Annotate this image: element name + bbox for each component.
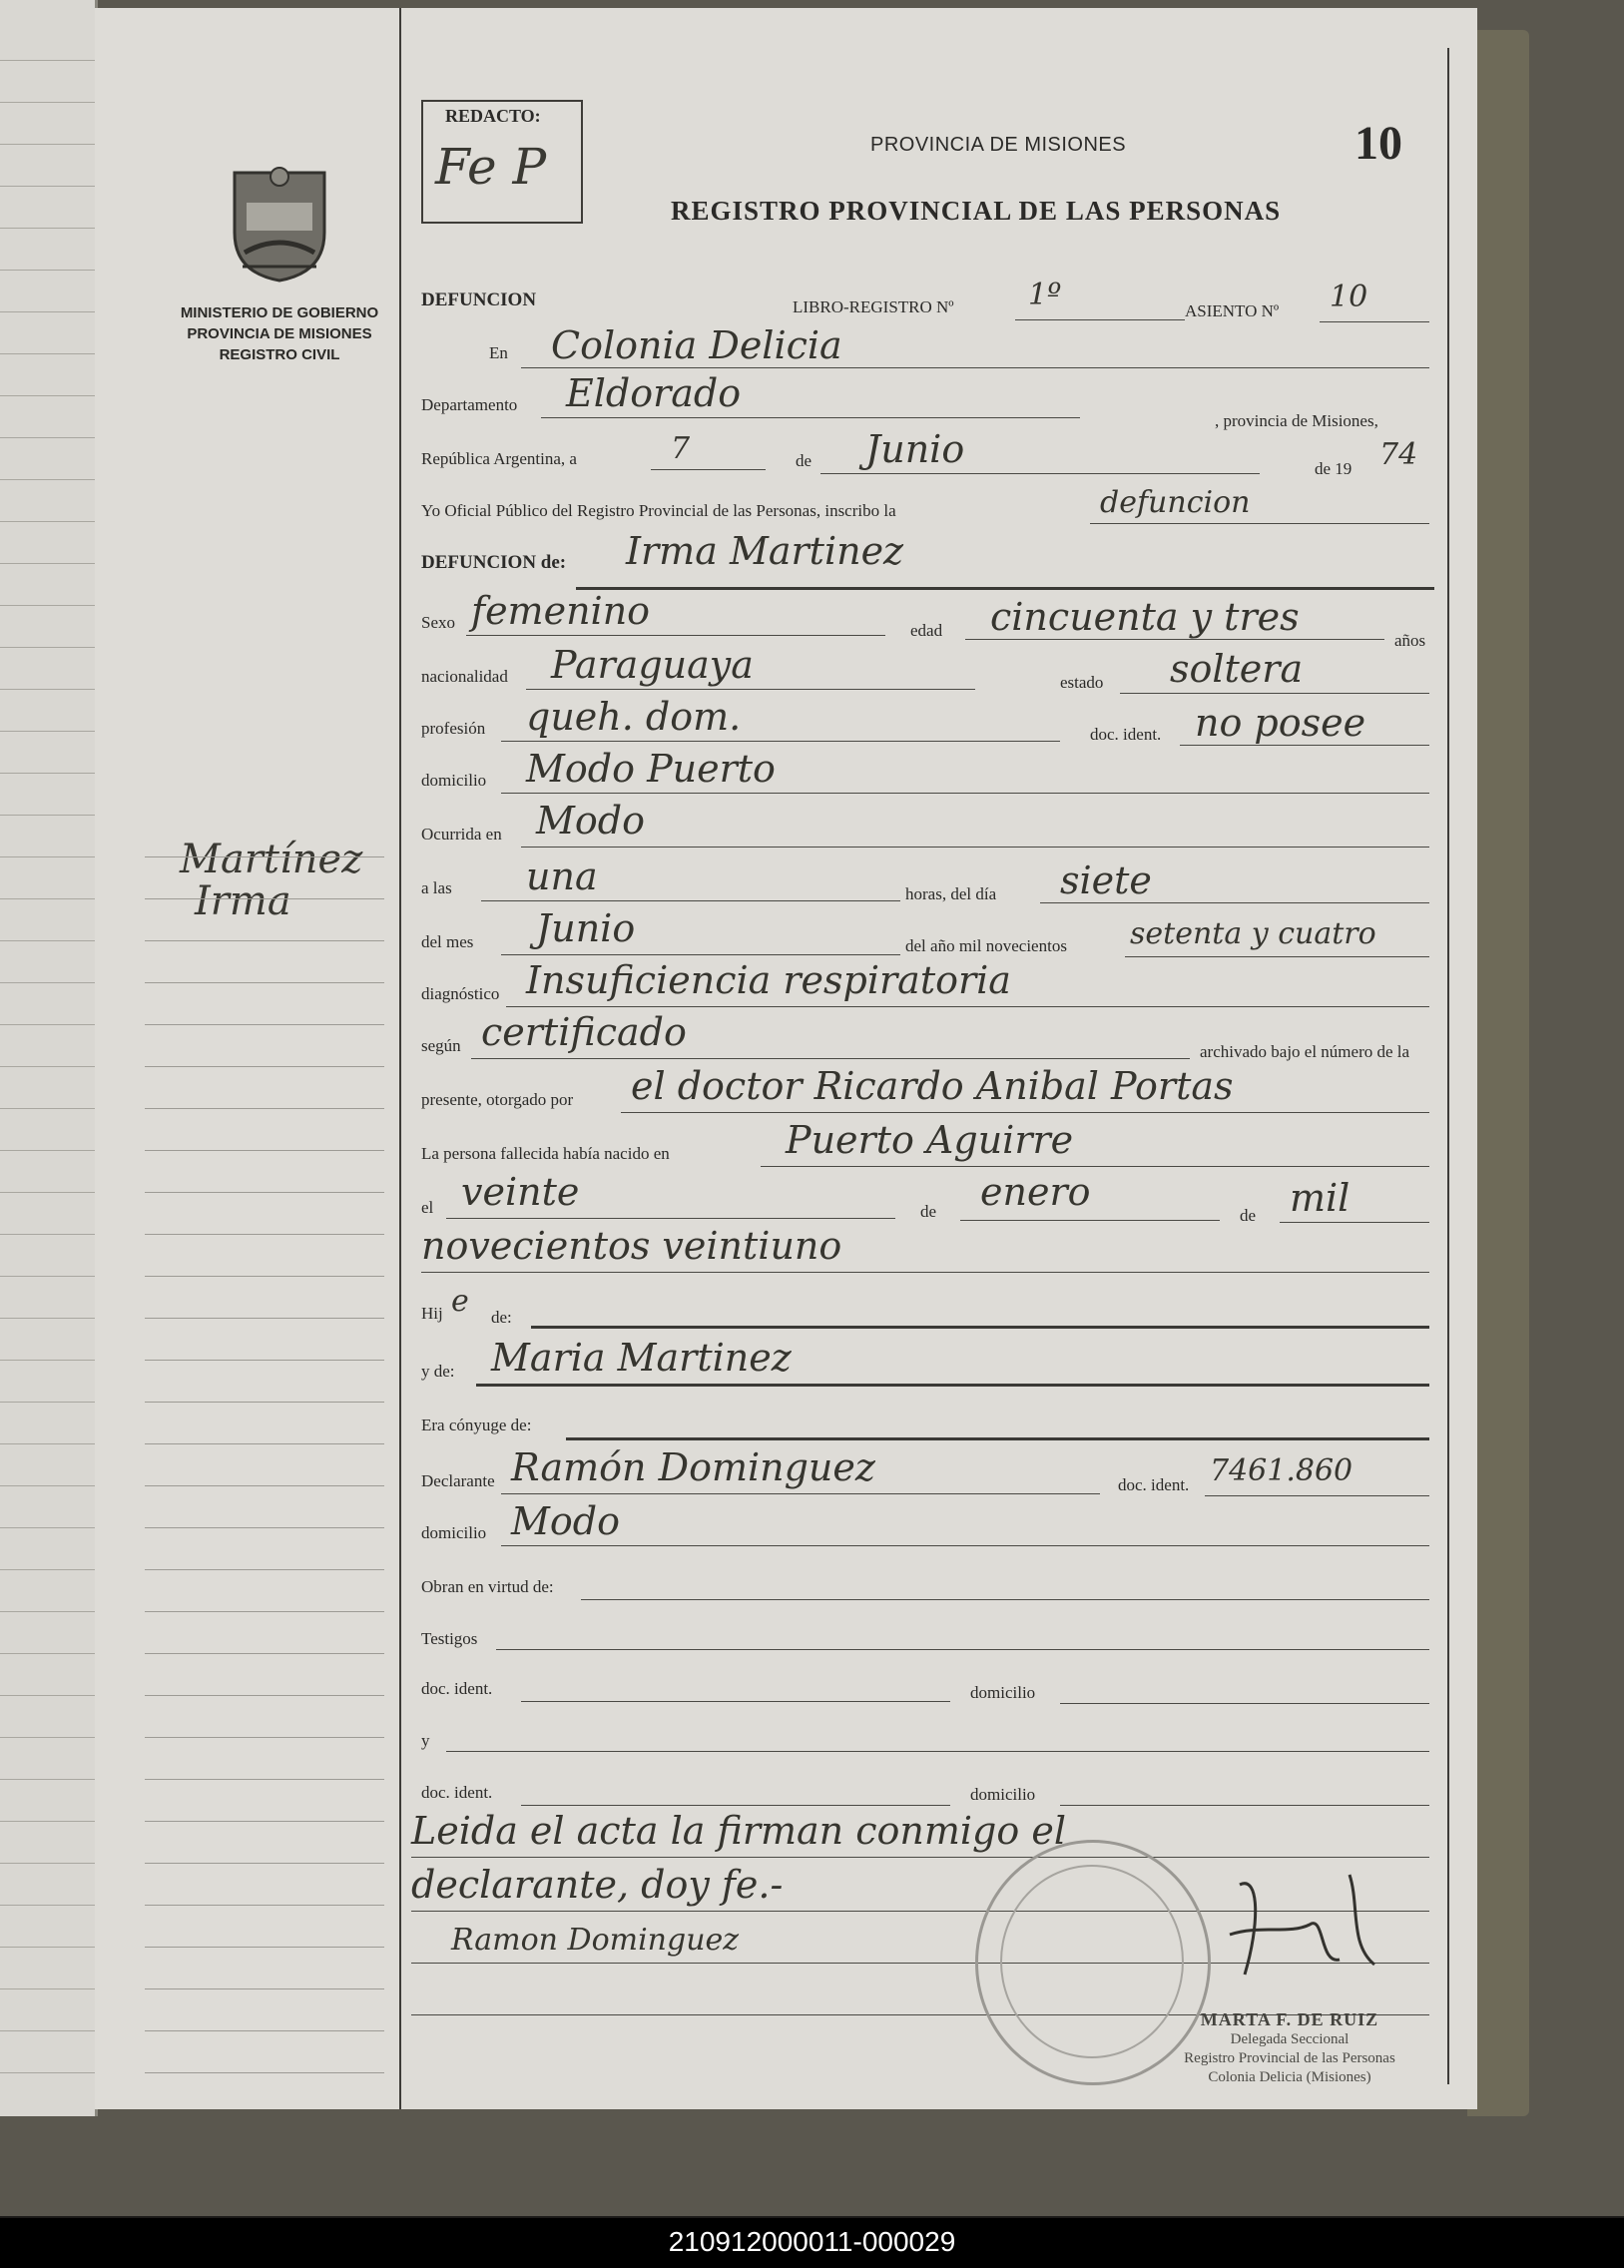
stub-rule xyxy=(145,1108,384,1109)
sexo-value: femenino xyxy=(471,589,651,633)
stub-rule xyxy=(145,1276,384,1277)
left-page-rule xyxy=(0,270,95,271)
defuncion-de-label: DEFUNCION de: xyxy=(421,552,567,573)
left-page-rule xyxy=(0,60,95,61)
ano-value: setenta y cuatro xyxy=(1130,916,1376,951)
testigo-1-doc-line xyxy=(521,1701,950,1702)
stub-rule xyxy=(145,1527,384,1528)
closing-line-3: Ramon Dominguez xyxy=(451,1923,740,1958)
month-line xyxy=(820,473,1260,474)
left-page-rule xyxy=(0,1485,95,1486)
ministry-heading xyxy=(155,302,404,365)
republica-label: República Argentina, a xyxy=(421,449,577,468)
testigo-1-line xyxy=(496,1649,1429,1650)
left-page-rule xyxy=(0,1234,95,1235)
stub-rule xyxy=(145,1695,384,1696)
declarante-dom-value: Modo xyxy=(511,1499,620,1543)
libro-value: 1º xyxy=(1028,278,1062,312)
signatory-name: MARTA F. DE RUIZ xyxy=(1200,2009,1379,2029)
hijo-label: Hij xyxy=(421,1304,443,1323)
ocurrida-line xyxy=(521,847,1429,848)
left-page-rule xyxy=(0,1360,95,1361)
estado-label: estado xyxy=(1060,673,1104,692)
doc-ident-label: doc. ident. xyxy=(1090,725,1162,744)
stub-rule xyxy=(145,898,384,899)
y-de-label: y de: xyxy=(421,1362,455,1381)
stub-rule xyxy=(145,1192,384,1193)
conyuge-label: Era cónyuge de: xyxy=(421,1416,532,1434)
obran-line xyxy=(581,1599,1429,1600)
redacto-box xyxy=(421,100,583,224)
deceased-name-line xyxy=(576,587,1434,590)
mes-value: Junio xyxy=(536,906,636,950)
en-label: En xyxy=(489,343,508,362)
nac-day-value: veinte xyxy=(461,1170,580,1214)
nacionalidad-label: nacionalidad xyxy=(421,667,508,686)
left-page-rule xyxy=(0,1947,95,1948)
ocurrida-value: Modo xyxy=(536,799,645,843)
left-page-rule xyxy=(0,856,95,857)
presente-line xyxy=(621,1112,1429,1113)
image-code-footer: 210912000011-000029 xyxy=(0,2218,1624,2268)
stub-rule xyxy=(145,1863,384,1864)
left-page-rule xyxy=(0,689,95,690)
stub-rule xyxy=(145,1024,384,1025)
stub-rule xyxy=(145,1485,384,1486)
left-page-rule xyxy=(0,1653,95,1654)
en-value: Colonia Delicia xyxy=(551,323,842,367)
oficial-line xyxy=(1090,523,1429,524)
stub-rule xyxy=(145,1947,384,1948)
stub-surname: Martínez xyxy=(180,837,363,882)
deceased-name: Irma Martinez xyxy=(626,529,904,573)
edad-label: edad xyxy=(910,621,943,640)
estado-line xyxy=(1120,693,1429,694)
horas-label: horas, del día xyxy=(905,884,997,903)
left-page-rule xyxy=(0,1443,95,1444)
del-mes-label: del mes xyxy=(421,932,474,951)
left-page-rule xyxy=(0,1863,95,1864)
left-page-rule xyxy=(0,144,95,145)
profesion-label: profesión xyxy=(421,719,486,738)
mil-value: mil xyxy=(1290,1176,1351,1220)
signature-block xyxy=(1140,2009,1439,2087)
obran-label: Obran en virtud de: xyxy=(421,1577,554,1596)
departamento-label: Departamento xyxy=(421,395,518,414)
closing-line-2: declarante, doy fe.- xyxy=(411,1863,784,1907)
a-las-value: una xyxy=(526,854,598,898)
left-page-rule xyxy=(0,1695,95,1696)
padre-line xyxy=(531,1326,1429,1329)
dia-line xyxy=(1040,902,1429,903)
left-page-rule xyxy=(0,1192,95,1193)
nacido-label: La persona fallecida había nacido en xyxy=(421,1144,670,1163)
stub-rule xyxy=(145,1653,384,1654)
province-crest-icon xyxy=(225,163,334,283)
nac-month-line xyxy=(960,1220,1220,1221)
year-label: de 19 xyxy=(1315,459,1353,478)
de2-label: de xyxy=(920,1202,937,1221)
left-page-rule xyxy=(0,521,95,522)
mil-line xyxy=(1280,1222,1429,1223)
stub-rule xyxy=(145,1443,384,1444)
a-las-label: a las xyxy=(421,878,452,897)
stub-rule xyxy=(145,1234,384,1235)
ministry-line-2: PROVINCIA DE MISIONES xyxy=(187,325,372,342)
stub-rule xyxy=(145,1318,384,1319)
declarante-dom-line xyxy=(501,1545,1429,1546)
hijo-suffix: e xyxy=(451,1284,469,1319)
left-page-rule xyxy=(0,1737,95,1738)
domicilio-label: domicilio xyxy=(421,771,487,790)
left-page-rule xyxy=(0,898,95,899)
month-value: Junio xyxy=(865,427,965,471)
stub-rule xyxy=(145,1569,384,1570)
diagnostico-line xyxy=(506,1006,1429,1007)
stub-given-name: Irma xyxy=(195,878,291,924)
profesion-value: queh. dom. xyxy=(526,695,742,739)
left-page-rule xyxy=(0,647,95,648)
stub-rule xyxy=(145,1821,384,1822)
nac-year-value: novecientos veintiuno xyxy=(421,1224,842,1268)
sexo-label: Sexo xyxy=(421,613,455,632)
left-page-rule xyxy=(0,1066,95,1067)
testigo-2-doc-line xyxy=(521,1805,950,1806)
nac-month-value: enero xyxy=(980,1170,1091,1214)
conyuge-line xyxy=(566,1437,1429,1440)
testigo-2-doc-label: doc. ident. xyxy=(421,1783,493,1802)
form-right-border xyxy=(1447,48,1449,2084)
madre-value: Maria Martinez xyxy=(491,1336,792,1380)
profesion-line xyxy=(501,741,1060,742)
ano-line xyxy=(1125,956,1429,957)
testigo-2-line xyxy=(446,1751,1429,1752)
madre-line xyxy=(476,1384,1429,1387)
segun-label: según xyxy=(421,1036,461,1055)
segun-line xyxy=(471,1058,1190,1059)
registry-title: REGISTRO PROVINCIAL DE LAS PERSONAS xyxy=(671,196,1282,226)
dia-value: siete xyxy=(1060,858,1152,902)
ministry-line-3: REGISTRO CIVIL xyxy=(219,346,340,363)
official-signature-icon xyxy=(1200,1865,1399,1994)
diagnostico-label: diagnóstico xyxy=(421,984,500,1003)
left-page-rule xyxy=(0,731,95,732)
declarante-doc-value: 7461.860 xyxy=(1210,1453,1353,1488)
left-page-rule xyxy=(0,479,95,480)
asiento-label: ASIENTO Nº xyxy=(1185,301,1280,320)
declarante-dom-label: domicilio xyxy=(421,1523,487,1542)
presente-label: presente, otorgado por xyxy=(421,1090,574,1109)
asiento-line xyxy=(1320,321,1429,322)
oficial-value: defuncion xyxy=(1100,485,1251,520)
testigo-2-dom-label: domicilio xyxy=(970,1785,1036,1804)
domicilio-value: Modo Puerto xyxy=(526,747,776,791)
domicilio-line xyxy=(501,793,1429,794)
nacido-value: Puerto Aguirre xyxy=(786,1118,1074,1162)
redacto-signature: Fe P xyxy=(435,138,547,196)
register-stub xyxy=(95,8,401,2109)
year-value: 74 xyxy=(1379,437,1418,472)
presente-value: el doctor Ricardo Anibal Portas xyxy=(631,1064,1234,1108)
left-page-rule xyxy=(0,1821,95,1822)
left-page-rule xyxy=(0,2030,95,2031)
testigos-label: Testigos xyxy=(421,1629,478,1648)
departamento-line xyxy=(541,417,1080,418)
left-page-rule xyxy=(0,311,95,312)
left-page-rule xyxy=(0,1905,95,1906)
left-page-rule xyxy=(0,1527,95,1528)
left-page-rule xyxy=(0,395,95,396)
record-type-label: DEFUNCION xyxy=(421,289,537,310)
declarante-value: Ramón Dominguez xyxy=(511,1445,875,1489)
del-ano-label: del año mil novecientos xyxy=(905,936,1067,955)
page-number: 10 xyxy=(1354,117,1402,170)
stub-rule xyxy=(145,1779,384,1780)
stub-rule xyxy=(145,1066,384,1067)
closing-line-1: Leida el acta la firman conmigo el xyxy=(411,1809,1066,1853)
nacionalidad-line xyxy=(526,689,975,690)
oficial-text: Yo Oficial Público del Registro Provincial de las Personas, inscribo la xyxy=(421,501,896,520)
testigo-1-doc-label: doc. ident. xyxy=(421,1679,493,1698)
stub-rule xyxy=(145,856,384,857)
hijo-de-label: de: xyxy=(491,1308,512,1327)
left-page-rule xyxy=(0,102,95,103)
left-page-rule xyxy=(0,228,95,229)
closing-rule-1 xyxy=(411,1857,1429,1858)
el-label: el xyxy=(421,1198,434,1217)
libro-label: LIBRO-REGISTRO Nº xyxy=(793,297,954,316)
left-page-rule xyxy=(0,1108,95,1109)
signatory-registry: Registro Provincial de las Personas xyxy=(1184,2050,1395,2066)
y-label: y xyxy=(421,1731,430,1750)
stub-rule xyxy=(145,982,384,983)
en-line xyxy=(521,367,1429,368)
diagnostico-value: Insuficiencia respiratoria xyxy=(526,958,1011,1002)
left-page-rule xyxy=(0,815,95,816)
archivado-label: archivado bajo el número de la xyxy=(1200,1042,1410,1061)
left-page-rule xyxy=(0,1988,95,1989)
ocurrida-label: Ocurrida en xyxy=(421,825,502,844)
edad-value: cincuenta y tres xyxy=(990,595,1300,639)
nac-year-line xyxy=(421,1272,1429,1273)
left-page-rule xyxy=(0,1150,95,1151)
register-page xyxy=(95,8,1477,2109)
doc-ident-line xyxy=(1180,745,1429,746)
anos-label: años xyxy=(1394,631,1426,650)
left-page-rule xyxy=(0,605,95,606)
left-page-rule xyxy=(0,1402,95,1403)
left-page-rule xyxy=(0,1318,95,1319)
day-value: 7 xyxy=(671,431,691,466)
left-page-rule xyxy=(0,186,95,187)
stub-rule xyxy=(145,1988,384,1989)
left-page-rule xyxy=(0,1569,95,1570)
declarante-line xyxy=(501,1493,1100,1494)
left-page-rule xyxy=(0,1779,95,1780)
stub-rule xyxy=(145,940,384,941)
asiento-value: 10 xyxy=(1330,280,1368,314)
left-page-rule xyxy=(0,940,95,941)
testigo-2-dom-line xyxy=(1060,1805,1429,1806)
libro-line xyxy=(1015,319,1185,320)
mes-line xyxy=(501,954,900,955)
segun-value: certificado xyxy=(481,1010,687,1054)
sexo-line xyxy=(466,635,885,636)
signatory-place: Colonia Delicia (Misiones) xyxy=(1208,2069,1371,2085)
left-page-rule xyxy=(0,437,95,438)
redacto-label: REDACTO: xyxy=(445,106,541,126)
de3-label: de xyxy=(1240,1206,1257,1225)
province-title: PROVINCIA DE MISIONES xyxy=(870,134,1127,156)
testigo-1-dom-label: domicilio xyxy=(970,1683,1036,1702)
left-page-rule xyxy=(0,353,95,354)
provincia-suffix: , provincia de Misiones, xyxy=(1215,411,1378,430)
edad-line xyxy=(965,639,1384,640)
left-page-rule xyxy=(0,2072,95,2073)
stub-rule xyxy=(145,1150,384,1151)
stub-rule xyxy=(145,2030,384,2031)
left-page-edge xyxy=(0,0,98,2116)
left-page-rule xyxy=(0,1276,95,1277)
nacionalidad-value: Paraguaya xyxy=(551,643,754,687)
stub-rule xyxy=(145,1737,384,1738)
stub-rule xyxy=(145,1611,384,1612)
ministry-line-1: MINISTERIO DE GOBIERNO xyxy=(180,304,379,321)
stub-rule xyxy=(145,1402,384,1403)
testigo-1-dom-line xyxy=(1060,1703,1429,1704)
day-line xyxy=(651,469,766,470)
stub-rule xyxy=(145,1905,384,1906)
declarante-doc-line xyxy=(1205,1495,1429,1496)
a-las-line xyxy=(481,900,900,901)
signatory-role: Delegada Seccional xyxy=(1230,2031,1350,2047)
left-page-rule xyxy=(0,1611,95,1612)
declarante-label: Declarante xyxy=(421,1471,495,1490)
death-record-form xyxy=(401,8,1477,2109)
stub-rule xyxy=(145,1360,384,1361)
left-page-rule xyxy=(0,982,95,983)
estado-value: soltera xyxy=(1170,647,1304,691)
departamento-value: Eldorado xyxy=(566,371,742,415)
nacido-line xyxy=(761,1166,1429,1167)
left-page-rule xyxy=(0,1024,95,1025)
nac-day-line xyxy=(446,1218,895,1219)
declarante-doc-label: doc. ident. xyxy=(1118,1475,1190,1494)
doc-ident-value: no posee xyxy=(1195,701,1366,745)
stub-rule xyxy=(145,2072,384,2073)
de-label: de xyxy=(796,451,812,470)
left-page-rule xyxy=(0,773,95,774)
left-page-rule xyxy=(0,563,95,564)
